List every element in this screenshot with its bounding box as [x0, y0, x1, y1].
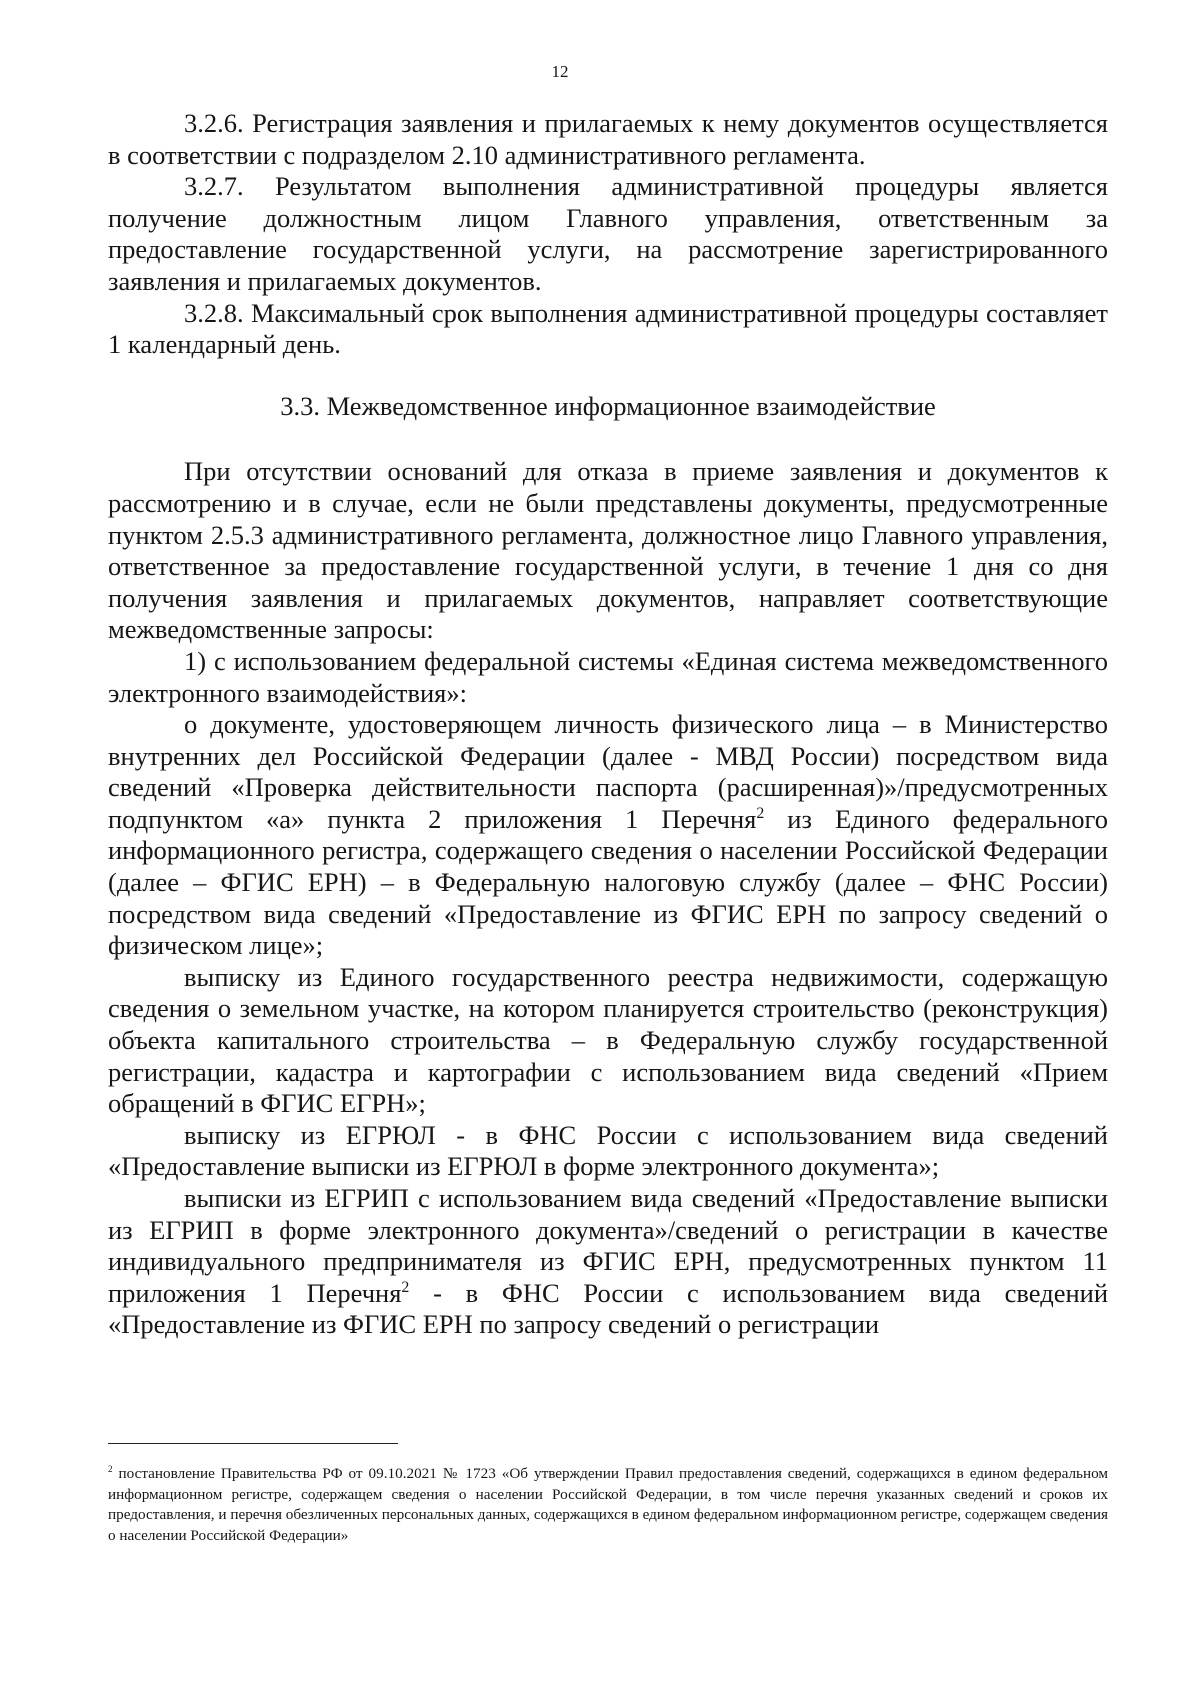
document-body — [108, 108, 1108, 1341]
footnote — [108, 1464, 1108, 1546]
footnote-reference: 2 — [401, 1278, 410, 1296]
page-number: 12 — [551, 62, 569, 81]
section-heading: 3.3. Межведомственное информационное взаимодействие — [280, 390, 936, 421]
egrip-paragraph — [108, 1183, 1108, 1341]
paragraph-3-2-7: 3.2.7. Результатом выполнения административной процедуры является получение должностным лицом Главного управления, ответственным за предоставление государственной услуги, на рассмотрение зарегистрированного заявления и прилагаемых документов. — [108, 171, 1108, 296]
footnote-text: постановление Правительства РФ от 09.10.2021 № 1723 «Об утверждении Правил предоставления сведений, содержащихся в едином федеральном информационном регистре, содержащем сведения о населении Российской Федерации, в том числе перечня указанных сведений и сроков их предоставления, и перечня обезличенных персональных данных, содержащихся в едином федеральном информационном регистре, содержащем сведения о населении Российской Федерации» — [108, 1465, 1108, 1544]
identity-document-paragraph — [108, 709, 1108, 962]
egrn-paragraph: выписку из Единого государственного реестра недвижимости, содержащую сведения о земельном участке, на котором планируется строительство (реконструкция) объекта капитального строительства – в Федеральную службу государственной регистрации, кадастра и картографии с использованием вида сведений «Прием обращений в ФГИС ЕГРН»; — [108, 961, 1108, 1119]
footnote-divider — [108, 1443, 398, 1444]
list-item-1: 1) с использованием федеральной системы «Единая система межведомственного электронного взаимодействия»: — [108, 645, 1108, 708]
egrip-text-part1: выписки из ЕГРИП с использованием вида сведений «Предоставление выписки из ЕГРИП в форме электронного документа»/сведений о регистрации в качестве индивидуального предпринимателя из ФГИС ЕРН, предусмотренных пунктом 11 приложения 1 Перечня — [108, 1183, 1108, 1308]
identity-text-part2: из Единого федерального информационного регистра, содержащего сведения о населении Российской Федерации (далее – ФГИС ЕРН) – в Федеральную налоговую службу (далее – ФНС России) посредством вида сведений «Предоставление из ФГИС ЕРН по запросу сведений о физическом лице»; — [108, 803, 1108, 961]
intro-paragraph: При отсутствии оснований для отказа в приеме заявления и документов к рассмотрению и в случае, если не были представлены документы, предусмотренные пунктом 2.5.3 административного регламента, должностное лицо Главного управления, ответственное за предоставление государственной услуги, в течение 1 дня со дня получения заявления и прилагаемых документов, направляет соответствующие межведомственные запросы: — [108, 456, 1108, 645]
footnote-marker: 2 — [108, 1463, 113, 1474]
paragraph-3-2-8: 3.2.8. Максимальный срок выполнения административной процедуры составляет 1 календарный день. — [108, 297, 1108, 360]
identity-text-part1: о документе, удостоверяющем личность физического лица – в Министерство внутренних дел Российской Федерации (далее - МВД России) посредством вида сведений «Проверка действительности паспорта (расширенная)»/предусмотренных подпунктом «а» пункта 2 приложения 1 Перечня — [108, 709, 1108, 834]
paragraph-3-2-6: 3.2.6. Регистрация заявления и прилагаемых к нему документов осуществляется в соответствии с подразделом 2.10 административного регламента. — [108, 108, 1108, 170]
egrip-text-part2: - в ФНС России с использованием вида сведений «Предоставление из ФГИС ЕРН по запросу сведений о регистрации — [108, 1277, 1108, 1340]
egrul-paragraph: выписку из ЕГРЮЛ - в ФНС России с использованием вида сведений «Предоставление выписки из ЕГРЮЛ в форме электронного документа»; — [108, 1119, 1108, 1182]
footnote-reference: 2 — [756, 805, 765, 823]
